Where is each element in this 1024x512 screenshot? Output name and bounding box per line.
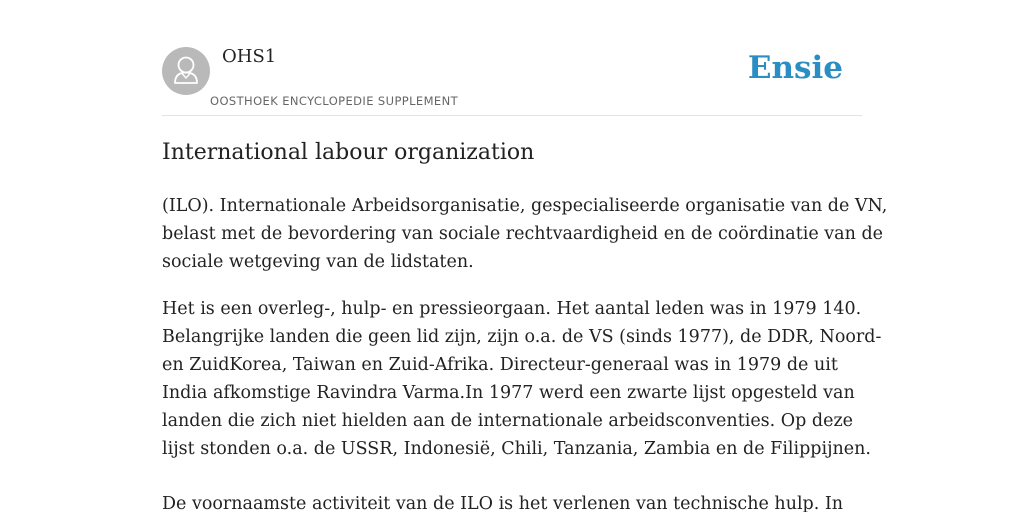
paragraph-line: landen die zich niet hielden aan de internationale arbeidsconventies. Op deze <box>162 411 854 431</box>
header <box>162 0 862 116</box>
article-paragraph-3 <box>162 490 866 512</box>
article-title: International labour organization <box>162 140 535 165</box>
article-paragraph-1 <box>162 192 888 276</box>
author-name[interactable]: OHS1 <box>222 46 277 67</box>
article-paragraph-2 <box>162 295 882 463</box>
paragraph-line: sociale wetgeving van de lidstaten. <box>162 252 474 272</box>
paragraph-line: en ZuidKorea, Taiwan en Zuid-Afrika. Directeur-generaal was in 1979 de uit <box>162 355 838 375</box>
page <box>162 0 888 512</box>
paragraph-line: Belangrijke landen die geen lid zijn, zijn o.a. de VS (sinds 1977), de DDR, Noord- <box>162 327 882 347</box>
paragraph-line: belast met de bevordering van sociale rechtvaardigheid en de coördinatie van de <box>162 224 884 244</box>
brand-logo[interactable]: Ensie <box>747 50 843 86</box>
user-silhouette-icon <box>162 47 210 95</box>
source-name[interactable]: OOSTHOEK ENCYCLOPEDIE SUPPLEMENT <box>210 94 459 108</box>
paragraph-line: India afkomstige Ravindra Varma.In 1977 werd een zwarte lijst opgesteld van <box>162 383 855 403</box>
author-avatar[interactable] <box>162 47 210 95</box>
paragraph-line: (ILO). Internationale Arbeidsorganisatie, gespecialiseerde organisatie van de VN, <box>162 196 888 216</box>
paragraph-line: De voornaamste activiteit van de ILO is het verlenen van technische hulp. In <box>162 494 844 512</box>
paragraph-line: Het is een overleg-, hulp- en pressieorgaan. Het aantal leden was in 1979 140. <box>162 299 862 319</box>
paragraph-line: lijst stonden o.a. de USSR, Indonesië, Chili, Tanzania, Zambia en de Filippijnen. <box>162 439 871 459</box>
